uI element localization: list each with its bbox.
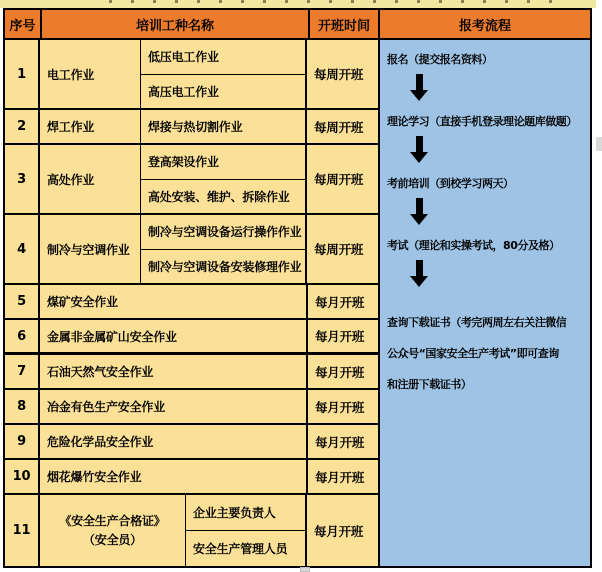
schedule-cell: 每周开班: [305, 110, 373, 143]
sub-items: [141, 215, 305, 283]
flow-step-pre-exam-training: 考前培训（到校学习两天）: [387, 177, 514, 190]
table-row: [5, 215, 378, 285]
table-row: [5, 355, 378, 390]
arrow-down-icon: [410, 74, 429, 101]
category-cell: 危险化学品安全作业: [47, 435, 154, 449]
flow-step-certificate-download: [380, 307, 590, 400]
sub-items: [141, 110, 305, 143]
cutoff-previous-row-strip: [0, 0, 596, 8]
sub-item-cell: 企业主要负责人: [186, 495, 305, 531]
flow-step-register: 报名（提交报名资料）: [387, 53, 493, 66]
schedule-cell: 每周开班: [305, 145, 373, 213]
schedule-cell: 每月开班: [306, 390, 374, 423]
table-row: [5, 40, 378, 110]
sub-items: [141, 40, 305, 108]
sub-items: [141, 145, 305, 213]
seq-cell: 10: [5, 460, 40, 493]
category-cell: 冶金有色生产安全作业: [47, 400, 166, 414]
sub-item-cell: 登高架设作业: [141, 145, 305, 180]
seq-cell: 6: [5, 320, 40, 352]
table-row: [5, 145, 378, 215]
table-row: [5, 320, 378, 355]
table-row: [5, 110, 378, 145]
sub-item-cell: 制冷与空调设备运行操作作业: [141, 215, 305, 250]
fill-handle-artifact: [300, 567, 310, 572]
flow-step-exam: 考试（理论和实操考试，80分及格）: [387, 239, 560, 252]
table-body: [5, 40, 590, 566]
table-header-row: [5, 10, 590, 40]
seq-cell: 9: [5, 425, 40, 458]
table-row: [5, 460, 378, 495]
sub-item-cell: 高处安装、维护、拆除作业: [148, 189, 290, 204]
header-course-name: 培训工种名称: [40, 10, 308, 38]
sub-item-cell: 制冷与空调设备安装修理作业: [148, 259, 302, 274]
schedule-cell: 每月开班: [306, 320, 374, 352]
table-row: [5, 425, 378, 460]
header-start-time: 开班时间: [308, 10, 378, 38]
schedule-cell: 每月开班: [306, 355, 374, 388]
category-cell: 制冷与空调作业: [40, 215, 141, 283]
table-row: [5, 495, 378, 566]
arrow-down-icon: [410, 260, 429, 287]
table-row: [5, 390, 378, 425]
category-cell: 电工作业: [40, 40, 141, 108]
header-seq: 序号: [9, 18, 36, 34]
category-cell: 烟花爆竹安全作业: [47, 470, 142, 484]
table-row: [5, 285, 378, 320]
flow-step-line: 公众号“国家安全生产考试”即可查询: [387, 347, 559, 360]
sub-item-cell: 高压电工作业: [148, 84, 219, 99]
schedule-cell: 每月开班: [306, 285, 374, 318]
schedule-cell: 每周开班: [305, 40, 373, 108]
seq-cell: 3: [5, 145, 40, 213]
edge-artifact: [596, 137, 602, 151]
seq-cell: 1: [5, 40, 40, 108]
course-rows: [5, 40, 378, 566]
seq-cell: 11: [5, 495, 40, 566]
category-line2: （安全员）: [82, 532, 142, 547]
seq-cell: 8: [5, 390, 40, 423]
seq-cell: 4: [5, 215, 40, 283]
sub-item-cell: 安全生产管理人员: [193, 542, 288, 556]
training-course-table: [3, 8, 592, 568]
category-cell: 煤矿安全作业: [47, 295, 118, 309]
category-cell: 焊工作业: [40, 110, 141, 143]
flow-step-theory-study: 理论学习（直接手机登录理论题库做题）: [387, 115, 577, 128]
sub-item-cell: 焊接与热切割作业: [148, 120, 243, 134]
category-cell: 高处作业: [40, 145, 141, 213]
seq-cell: 5: [5, 285, 40, 318]
seq-cell: 2: [5, 110, 40, 143]
arrow-down-icon: [410, 198, 429, 225]
schedule-cell: 每月开班: [306, 460, 374, 493]
sub-item-cell: 低压电工作业: [141, 40, 305, 75]
category-cell: [40, 495, 186, 566]
category-cell: 金属非金属矿山安全作业: [47, 329, 177, 344]
sub-items: [186, 495, 305, 566]
header-registration-flow: 报考流程: [378, 10, 590, 38]
schedule-cell: 每周开班: [305, 215, 373, 283]
arrow-down-icon: [410, 136, 429, 163]
category-line1: 《安全生产合格证》: [59, 513, 166, 528]
flow-step-line: 和注册下载证书）: [387, 378, 472, 391]
registration-flow-panel: [378, 40, 590, 566]
flow-step-line: 查询下载证书（考完两周左右关注微信: [387, 316, 567, 329]
seq-cell: 7: [5, 355, 40, 388]
category-cell: 石油天然气安全作业: [47, 365, 154, 379]
schedule-cell: 每月开班: [306, 425, 374, 458]
schedule-cell: 每月开班: [305, 495, 373, 566]
